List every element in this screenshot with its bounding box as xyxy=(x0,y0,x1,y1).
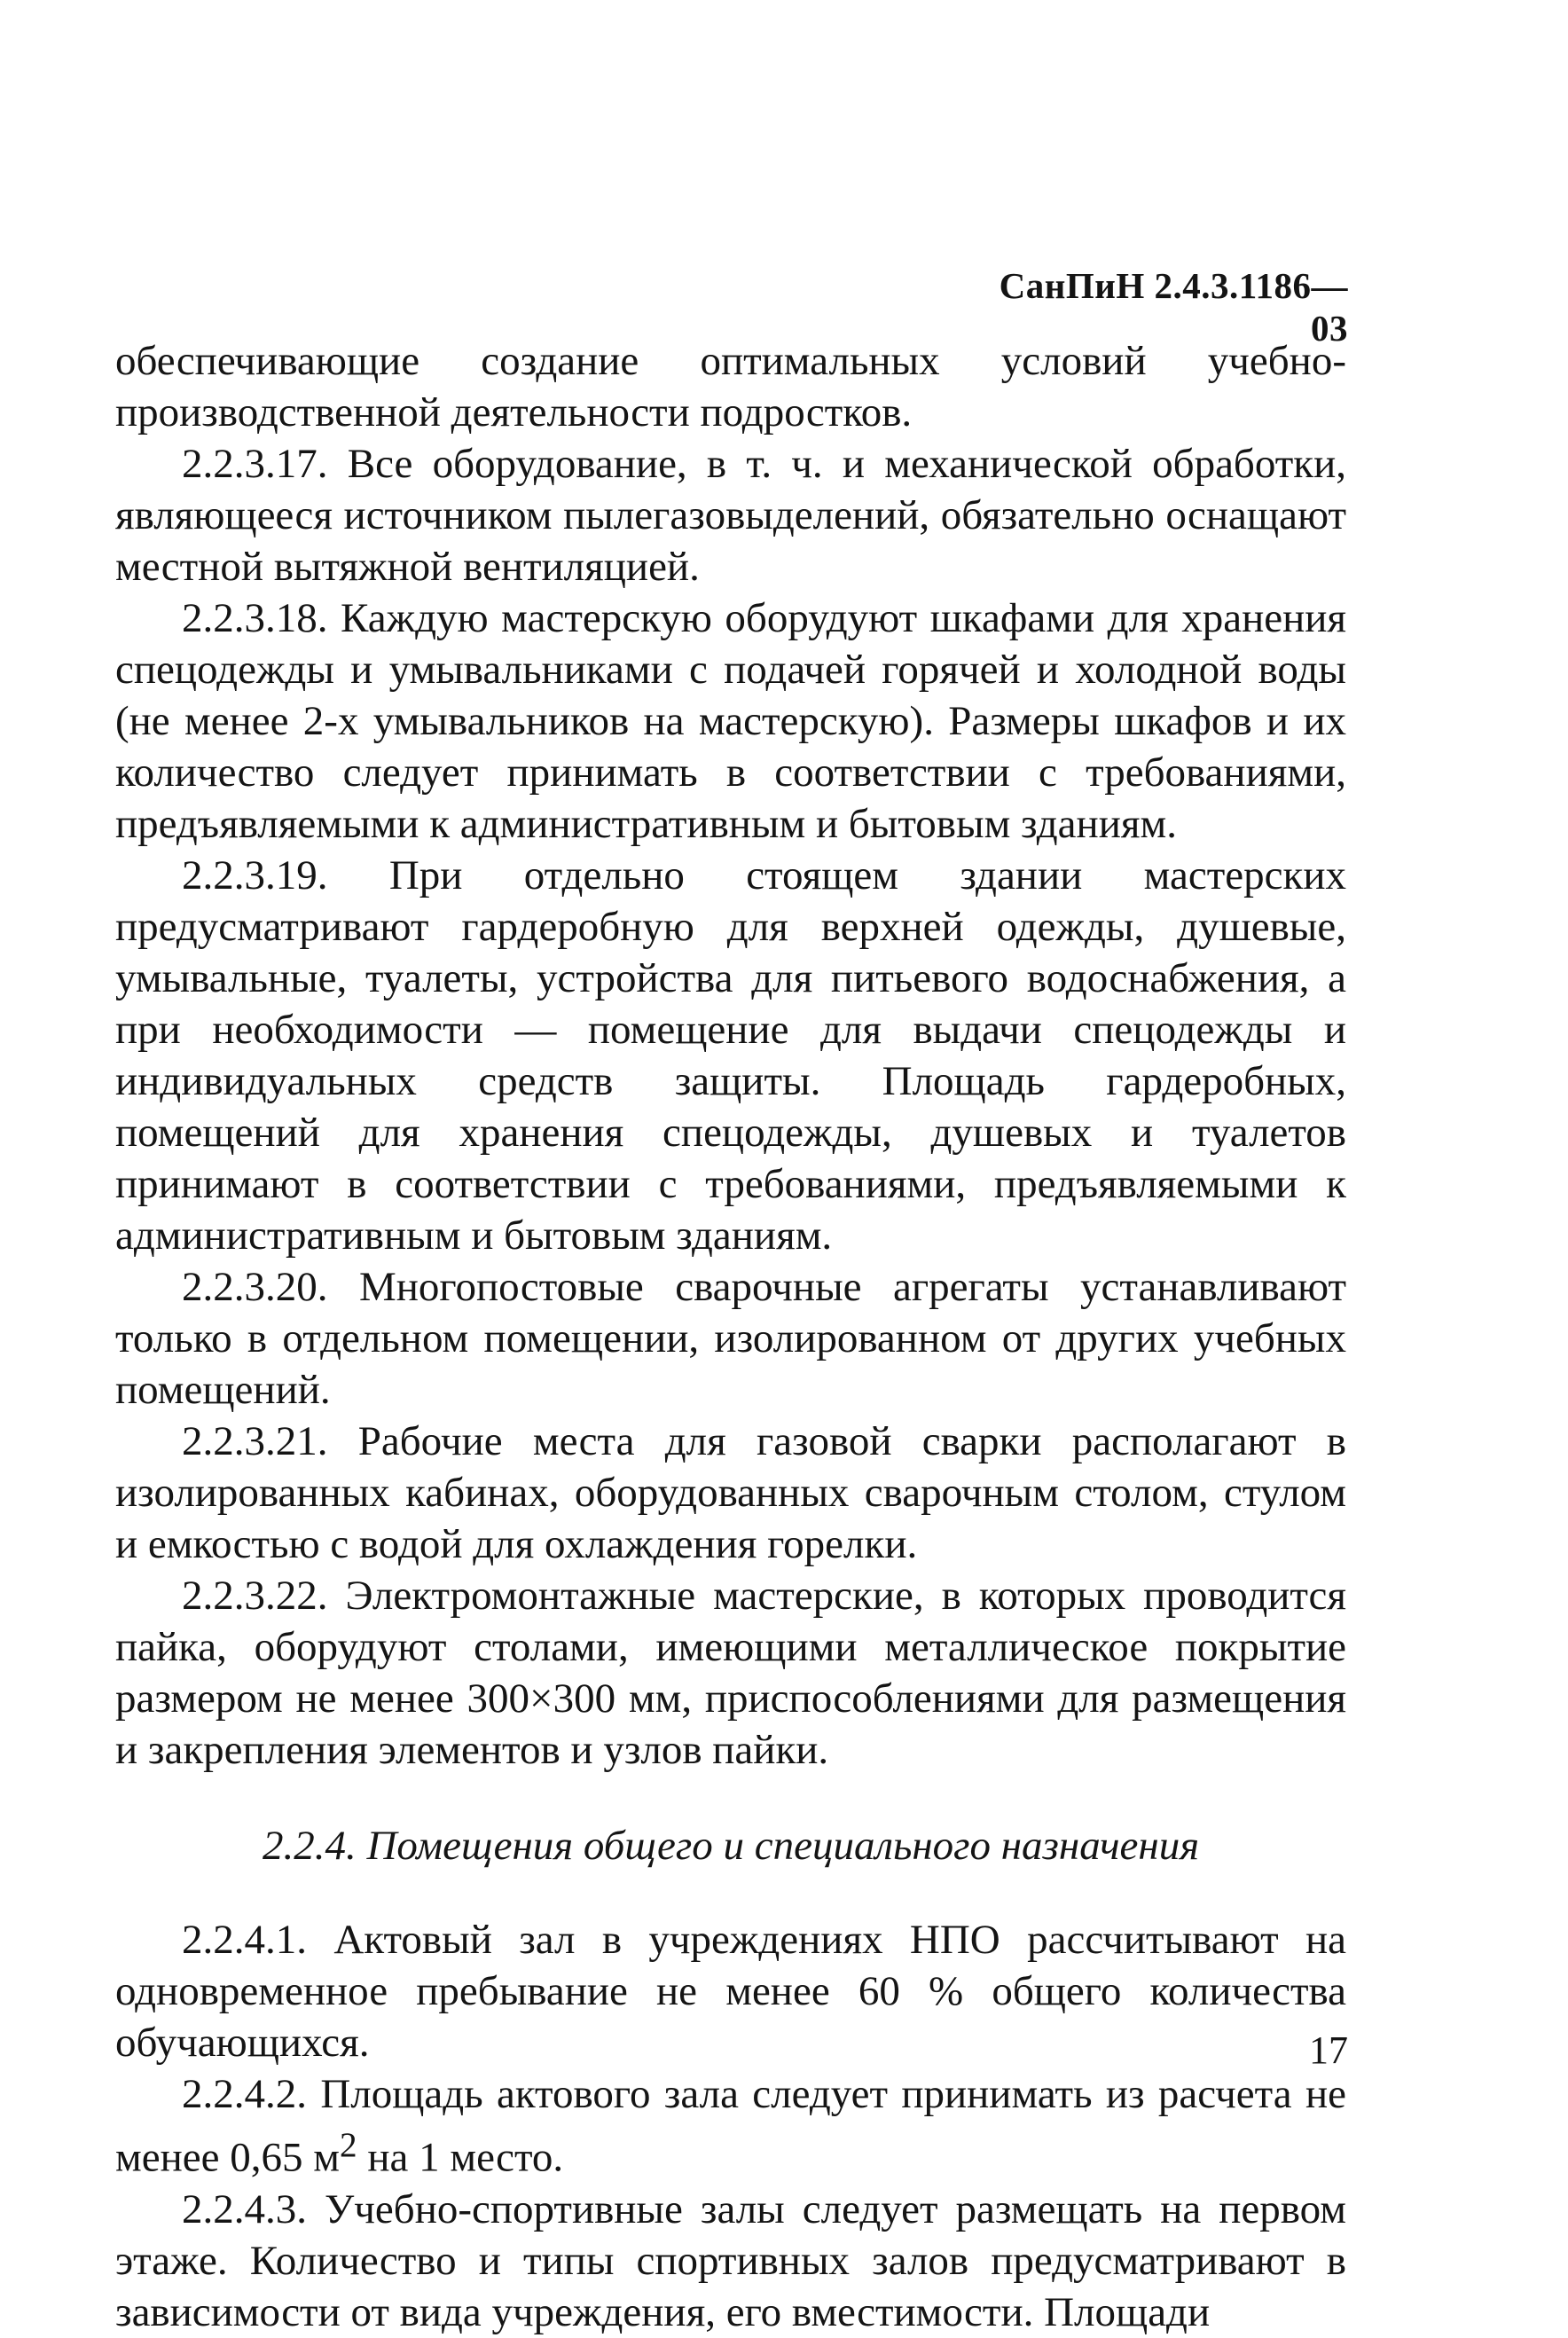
document-header: СанПиН 2.4.3.1186—03 xyxy=(999,265,1348,349)
paragraph-2-2-3-18: 2.2.3.18. Каждую мастерскую оборудуют шкафами для хранения спецодежды и умывальниками с подачей горячей и холодной воды (не менее 2-х умывальников на мастерскую). Размеры шкафов и их количество следует принимать в соответствии с требованиями, предъявляемыми к административным и бытовым зданиям. xyxy=(115,595,1346,847)
paragraph-2-2-3-20: 2.2.3.20. Многопостовые сварочные агрегаты устанавливают только в отдельном помещении, изолированном от других учебных помещений. xyxy=(115,1264,1346,1413)
paragraph-2-2-4-2-text: 2.2.4.2. Площадь актового зала следует принимать из расчета не менее 0,65 м xyxy=(115,2071,1346,2181)
paragraph-2-2-3-19: 2.2.3.19. При отдельно стоящем здании мастерских предусматривают гардеробную для верхней одежды, душевые, умывальные, туалеты, устройства для питьевого водоснабжения, а при необходимости — помещение для выдачи спецодежды и индивидуальных средств защиты. Площадь гардеробных, помещений для хранения спецодежды, душевых и туалетов принимают в соответствии с требованиями, предъявляемыми к административным и бытовым зданиям. xyxy=(115,852,1346,1259)
paragraph-2-2-4-1: 2.2.4.1. Актовый зал в учреждениях НПО рассчитывают на одновременное пребывание не менее 60 % общего количества обучающихся. xyxy=(115,1917,1346,2066)
paragraph-2-2-4-2 xyxy=(115,2068,1346,2184)
paragraph-2-2-4-3: 2.2.4.3. Учебно-спортивные залы следует размещать на первом этаже. Количество и типы спортивных залов предусматривают в зависимости от вида учреждения, его вместимости. Площади xyxy=(115,2185,1346,2335)
paragraph-2-2-3-17: 2.2.3.17. Все оборудование, в т. ч. и механической обработки, являющееся источником пылегазовыделений, обязательно оснащают местной вытяжной вентиляцией. xyxy=(115,441,1346,590)
paragraph-2-2-3-21: 2.2.3.21. Рабочие места для газовой сварки располагают в изолированных кабинах, оборудованных сварочным столом, стулом и емкостью с водой для охлаждения горелки. xyxy=(115,1418,1346,1567)
paragraph-2-2-3-22: 2.2.3.22. Электромонтажные мастерские, в которых проводится пайка, оборудуют столами, имеющими металлическое покрытие размером не менее 300×300 мм, приспособлениями для размещения и закрепления элементов и узлов пайки. xyxy=(115,1573,1346,1773)
paragraph-continuation: обеспечивающие создание оптимальных условий учебно-производственной деятельности подростков. xyxy=(115,338,1346,435)
section-heading: 2.2.4. Помещения общего и специального назначения xyxy=(262,1823,1200,1869)
paragraph-2-2-4-2-tail: на 1 место. xyxy=(357,2134,564,2181)
body-text xyxy=(115,335,1346,2338)
superscript-2: 2 xyxy=(339,2126,357,2164)
page-number: 17 xyxy=(1309,2028,1348,2072)
